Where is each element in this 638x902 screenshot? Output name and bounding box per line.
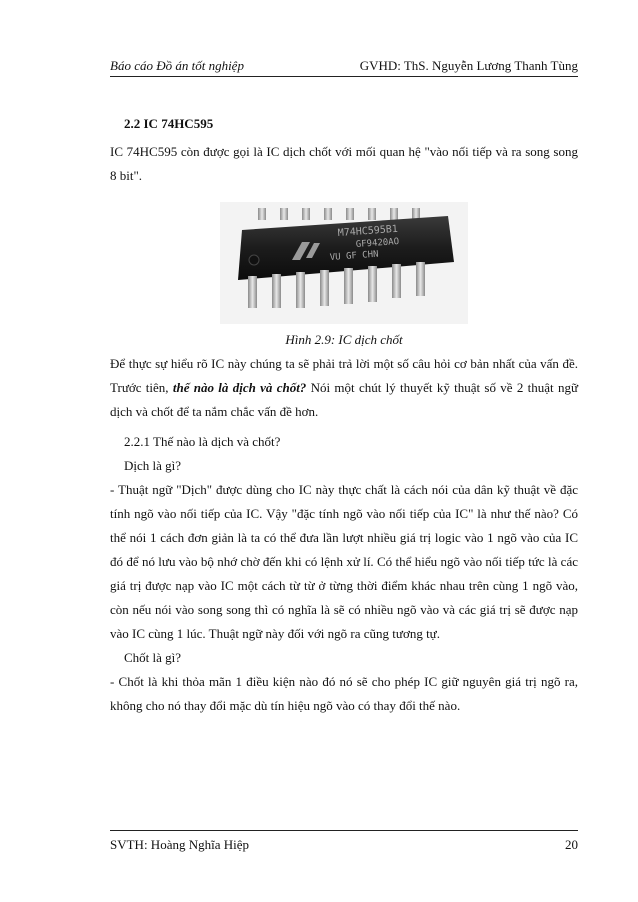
ic-chip-illustration (220, 202, 468, 324)
latch-explanation: - Chốt là khi thỏa mãn 1 điều kiện nào đó nó sẽ cho phép IC giữ nguyên giá trị ngõ ra, không cho nó thay đổi mặc dù tín hiệu ngõ vào có thay đổi thế nào. (110, 674, 578, 713)
page-footer (110, 830, 578, 852)
chip-marking-2: GF9420AO (355, 236, 400, 250)
question-text-after: Nói một chút lý thuyết kỹ thuật số về 2 thuật ngữ dịch và chốt để ta nắm chắc vấn đề hơn. (110, 380, 578, 419)
page-number: 20 (565, 837, 578, 852)
section-intro: IC 74HC595 còn được gọi là IC dịch chốt với mối quan hệ "vào nối tiếp và ra song song 8 bit". (110, 144, 578, 183)
shift-question: Dịch là gì? (124, 458, 182, 473)
header-report-title: Báo cáo Đồ án tốt nghiệp (110, 58, 244, 73)
chip-marking-3: VU GF CHN (329, 249, 379, 263)
header-supervisor: GVHD: ThS. Nguyễn Lương Thanh Tùng (359, 58, 578, 73)
question-emphasis: thế nào là dịch và chốt? (172, 380, 307, 395)
shift-explanation: - Thuật ngữ "Dịch" được dùng cho IC này thực chất là cách nói của dân kỹ thuật về đặc tính ngõ vào nối tiếp của IC. Vậy "đặc tính ngõ vào nối tiếp của IC" là như thế nào? Có thể nói 1 cách đơn giản là ta có thể đưa lần lượt nhiều giá trị logic vào 1 ngõ vào của IC đó để nó lưu vào bộ nhớ chờ đến khi có lệnh xử lí. Có thể hiểu ngõ vào nối tiếp tức là các giá trị được nạp vào IC một cách từ từ ở từng thời điểm khác nhau trên cùng 1 ngõ vào, còn nếu nói vào song song thì có nghĩa là sẽ có nhiều ngõ vào và các giá trị sẽ được nạp vào IC cùng 1 lúc. Thuật ngữ này đối với ngõ ra cũng tương tự. (110, 482, 578, 641)
section-heading: 2.2 IC 74HC595 (124, 116, 214, 131)
latch-question: Chốt là gì? (124, 650, 182, 665)
question-paragraph (110, 352, 578, 424)
page-content (110, 112, 578, 718)
subsection-heading: 2.2.1 Thế nào là dịch và chốt? (124, 434, 281, 449)
ic-photo (220, 202, 468, 324)
chip-marking-1: M74HC595B1 (337, 223, 399, 239)
ic-pins-back (258, 208, 420, 220)
question-text-before: Để thực sự hiểu rõ IC này chúng ta sẽ phải trả lời một số câu hỏi cơ bản nhất của vấn đề. Trước tiên, (110, 356, 578, 395)
page-header (110, 56, 578, 77)
footer-student: SVTH: Hoàng Nghĩa Hiệp (110, 837, 250, 852)
figure-caption: Hình 2.9: IC dịch chốt (285, 332, 403, 347)
